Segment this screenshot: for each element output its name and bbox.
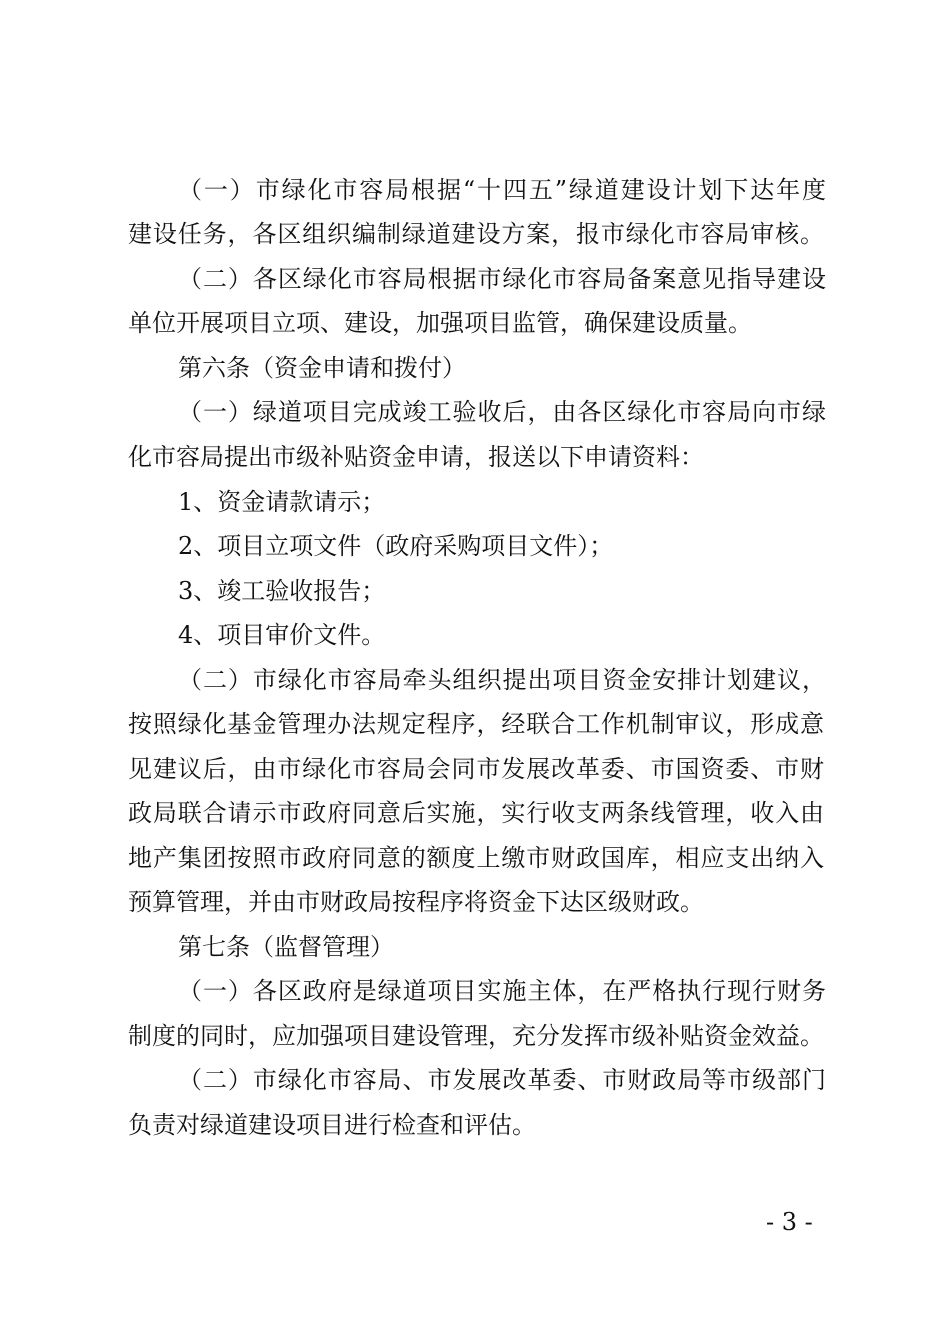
list-item: 4、项目审价文件。: [178, 621, 386, 649]
paragraph-line: 地产集团按照市政府同意的额度上缴市财政国库，相应支出纳入: [128, 844, 824, 872]
paragraph-line: （二）市绿化市容局牵头组织提出项目资金安排计划建议，: [178, 666, 826, 694]
article-heading: 第七条（监督管理）: [178, 933, 394, 961]
list-item: 2、项目立项文件（政府采购项目文件）；: [178, 532, 614, 560]
paragraph-line: 见建议后，由市绿化市容局会同市发展改革委、市国资委、市财: [128, 755, 824, 783]
paragraph-line: （二）各区绿化市容局根据市绿化市容局备案意见指导建设: [178, 265, 826, 293]
paragraph-line: 单位开展项目立项、建设，加强项目监管，确保建设质量。: [128, 309, 752, 337]
list-item: 3、竣工验收报告；: [178, 577, 386, 605]
paragraph-line: 制度的同时，应加强项目建设管理，充分发挥市级补贴资金效益。: [128, 1022, 824, 1050]
paragraph-line: （一）各区政府是绿道项目实施主体，在严格执行现行财务: [178, 977, 826, 1005]
paragraph-line: （一）绿道项目完成竣工验收后，由各区绿化市容局向市绿: [178, 398, 826, 426]
paragraph-line: 预算管理，并由市财政局按程序将资金下达区级财政。: [128, 888, 704, 916]
paragraph-line: （一）市绿化市容局根据“十四五”绿道建设计划下达年度: [178, 176, 826, 204]
article-heading: 第六条（资金申请和拨付）: [178, 354, 466, 382]
paragraph-line: 负责对绿道建设项目进行检查和评估。: [128, 1111, 536, 1139]
paragraph-line: （二）市绿化市容局、市发展改革委、市财政局等市级部门: [178, 1066, 826, 1094]
paragraph-line: 建设任务，各区组织编制绿道建设方案，报市绿化市容局审核。: [128, 220, 824, 248]
paragraph-line: 政局联合请示市政府同意后实施，实行收支两条线管理，收入由: [128, 799, 824, 827]
paragraph-line: 按照绿化基金管理办法规定程序，经联合工作机制审议，形成意: [128, 710, 824, 738]
list-item: 1、资金请款请示；: [178, 488, 386, 516]
paragraph-line: 化市容局提出市级补贴资金申请，报送以下申请资料：: [128, 443, 704, 471]
page-number: - 3 -: [766, 1208, 813, 1236]
